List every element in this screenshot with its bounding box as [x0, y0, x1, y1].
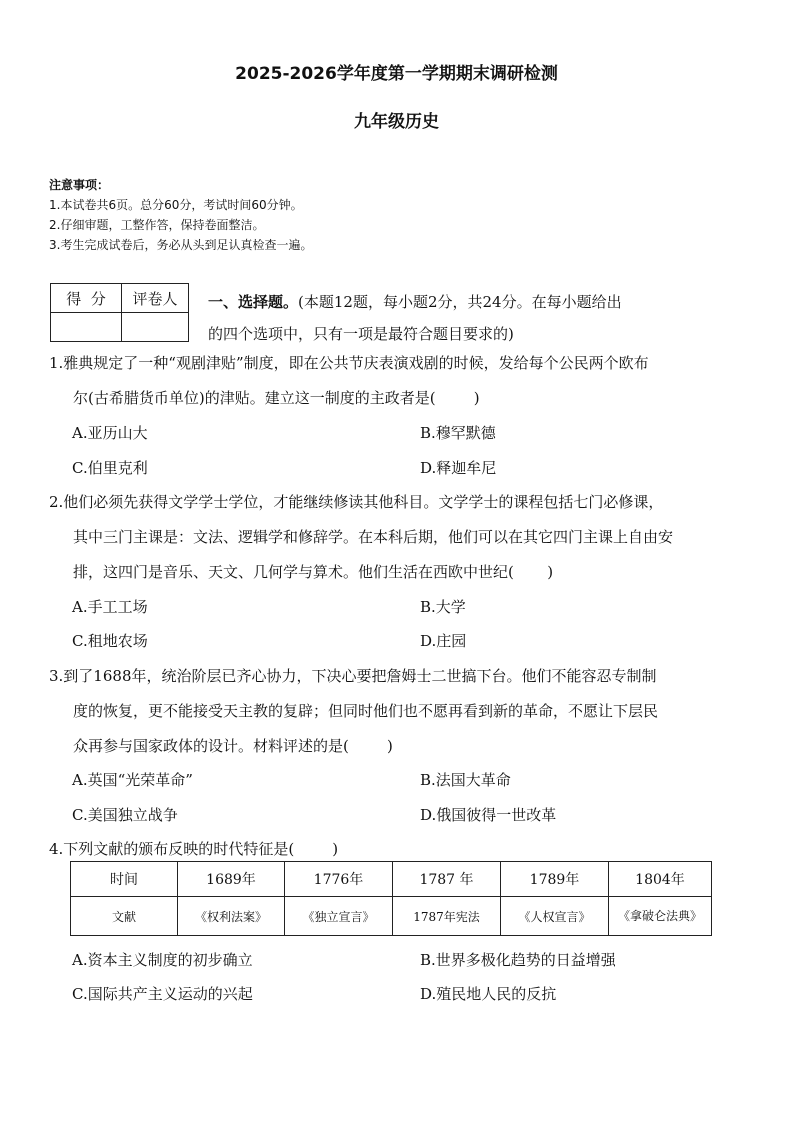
option-b[interactable]: B.世界多极化趋势的日益增强 — [420, 951, 616, 969]
question-3 — [49, 659, 658, 764]
table-cell: 文献 — [71, 897, 178, 936]
option-c[interactable]: C.租地农场 — [72, 632, 148, 650]
table-cell: 1787年宪法 — [393, 897, 501, 936]
score-label: 得 分 — [51, 284, 122, 313]
notes-block — [49, 175, 312, 255]
option-c[interactable]: C.美国独立战争 — [72, 806, 178, 824]
option-b[interactable]: B.穆罕默德 — [420, 424, 496, 442]
option-a[interactable]: A.手工工场 — [72, 598, 148, 616]
table-cell: 《人权宣言》 — [501, 897, 609, 936]
score-box — [50, 283, 189, 342]
option-d[interactable]: D.俄国彼得一世改革 — [420, 806, 557, 824]
option-d[interactable]: D.释迦牟尼 — [420, 459, 497, 477]
question-1 — [49, 346, 649, 416]
option-a[interactable]: A.亚历山大 — [72, 424, 148, 442]
table-cell: 《独立宣言》 — [285, 897, 393, 936]
table-row — [71, 862, 712, 897]
option-a[interactable]: A.资本主义制度的初步确立 — [72, 951, 253, 969]
section-heading — [208, 286, 622, 350]
table-cell: 时间 — [71, 862, 178, 897]
exam-title: 2025-2026学年度第一学期期末调研检测 — [235, 64, 558, 84]
table-cell: 1689年 — [178, 862, 285, 897]
option-d[interactable]: D.庄园 — [420, 632, 467, 650]
option-a[interactable]: A.英国“光荣革命” — [72, 771, 193, 789]
table-row — [71, 897, 712, 936]
grader-label: 评卷人 — [122, 284, 189, 313]
question-text: 2.他们必须先获得文学学士学位，才能继续修读其他科目。文学学士的课程包括七门必修课， — [49, 493, 664, 511]
table-cell: 1787 年 — [393, 862, 501, 897]
notes-heading: 注意事项： — [49, 178, 110, 192]
question-text: 度的恢复，更不能接受天主教的复辟；但同时他们也不愿再看到新的革命，不愿让下层民 — [73, 702, 659, 720]
grader-cell[interactable] — [122, 313, 189, 342]
question-text: 众再参与国家政体的设计。材料评述的是( ) — [73, 737, 393, 755]
question-text: 排，这四门是音乐、天文、几何学与算术。他们生活在西欧中世纪( ) — [73, 563, 554, 581]
table-cell: 《拿破仑法典》 — [609, 897, 712, 936]
option-c[interactable]: C.伯里克利 — [72, 459, 148, 477]
exam-subtitle: 九年级历史 — [354, 112, 439, 132]
table-cell: 1804年 — [609, 862, 712, 897]
question-text: 其中三门主课是：文法、逻辑学和修辞学。在本科后期，他们可以在其它四门主课上自由安 — [73, 528, 674, 546]
score-cell[interactable] — [51, 313, 122, 342]
notes-item: 3.考生完成试卷后，务必从头到足认真检查一遍。 — [49, 238, 313, 252]
question-text: 4.下列文献的颁布反映的时代特征是( ) — [49, 840, 339, 858]
option-b[interactable]: B.法国大革命 — [420, 771, 511, 789]
documents-table — [70, 861, 712, 936]
table-cell: 1776年 — [285, 862, 393, 897]
section-desc: (本题12题，每小题2分，共24分。在每小题给出 — [298, 293, 622, 311]
notes-item: 1.本试卷共6页。总分60分，考试时间60分钟。 — [49, 198, 303, 212]
option-c[interactable]: C.国际共产主义运动的兴起 — [72, 985, 253, 1003]
question-text: 1.雅典规定了一种“观剧津贴”制度，即在公共节庆表演戏剧的时候，发给每个公民两个欧布 — [49, 354, 649, 372]
table-cell: 1789年 — [501, 862, 609, 897]
table-cell: 《权利法案》 — [178, 897, 285, 936]
section-desc: 的四个选项中，只有一项是最符合题目要求的) — [208, 325, 514, 343]
notes-item: 2.仔细审题，工整作答，保持卷面整洁。 — [49, 218, 265, 232]
question-text: 尔(古希腊货币单位)的津贴。建立这一制度的主政者是( ) — [73, 389, 480, 407]
section-title: 一、选择题。 — [208, 293, 299, 311]
option-b[interactable]: B.大学 — [420, 598, 466, 616]
question-2 — [49, 485, 673, 590]
option-d[interactable]: D.殖民地人民的反抗 — [420, 985, 557, 1003]
question-text: 3.到了1688年，统治阶层已齐心协力，下决心要把詹姆士二世搞下台。他们不能容忍专制制 — [49, 667, 657, 685]
